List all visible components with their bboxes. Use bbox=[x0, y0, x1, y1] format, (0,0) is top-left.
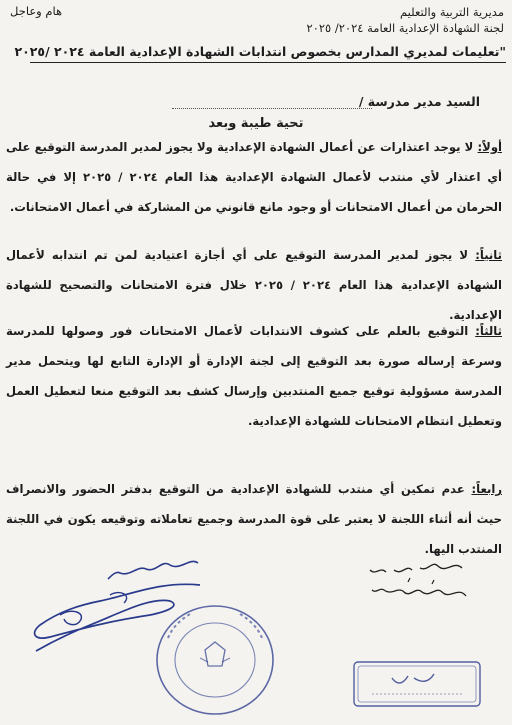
official-round-seal bbox=[150, 598, 280, 720]
paragraph-third bbox=[6, 316, 502, 436]
paragraph-label: أولاً: bbox=[477, 140, 502, 154]
greeting: تحية طيبة وبعد bbox=[208, 116, 304, 131]
name-stamp-frame bbox=[352, 660, 482, 708]
directorate-name: مديرية التربية والتعليم bbox=[400, 5, 504, 19]
document-title: "تعليمات لمديري المدارس بخصوص انتدابات الشهادة الإعدادية العامة ٢٠٢٤ /٢٠٢٥ bbox=[14, 44, 506, 59]
paragraph-label: ثالثاً: bbox=[475, 324, 502, 338]
paragraph-text: عدم تمكين أي منتدب للشهادة الإعدادية من التوقيع بدفتر الحضور والانصراف حيث أنه أثناء اللجنة لا يعتبر على قوة المدرسة وجميع تعاملاته وتوقيعه يكون في اللجنة المنتدب اليها. bbox=[6, 482, 502, 556]
paragraph-text: لا يوجد اعتذارات عن أعمال الشهادة الإعدادية ولا يجوز لمدير المدرسة التوقيع على أي اعتذار لأي منتدب لأعمال الشهادة الإعدادية هذا العام ٢٠٢٤ / ٢٠٢٥ إلا في حالة الحرمان من أعمال الامتحانات أو وجود مانع قانوني من المشاركة في أعمال الامتحانات. bbox=[6, 140, 502, 214]
addressee: السيد مدير مدرسة / bbox=[358, 94, 480, 109]
paragraph-first bbox=[6, 132, 502, 222]
name-stamp bbox=[352, 660, 482, 708]
urgency-label: هام وعاجل bbox=[10, 4, 63, 18]
paragraph-label: رابعاً: bbox=[471, 482, 502, 496]
paragraph-text: لا يجوز لمدير المدرسة التوقيع على أي أجازة اعتيادية لمن تم انتدابه لأعمال الشهادة الإعدادية هذا العام ٢٠٢٤ / ٢٠٢٥ خلال فترة الامتحانات والتصحيح للشهادة الإعدادية. bbox=[6, 248, 502, 322]
letterhead bbox=[307, 4, 504, 36]
addressee-blank-line bbox=[172, 108, 372, 109]
paragraph-text: التوقيع بالعلم على كشوف الانتدابات لأعمال الامتحانات فور وصولها للمدرسة وسرعة إرساله صورة بعد التوقيع إلى لجنة الإدارة أو الإدارة التابع لها ويتحمل مدير المدرسة مسؤولية توقيع جميع المنتدبين وإرسال كشف بعد التوقيع منعا لتعطيل العمل وتعطيل انتظام الامتحانات للشهادة الإعدادية. bbox=[6, 324, 502, 428]
paragraph-label: ثانياً: bbox=[475, 248, 502, 262]
paragraph-fourth bbox=[6, 474, 502, 564]
committee-head-signature bbox=[362, 556, 472, 606]
committee-name: لجنة الشهادة الإعدادية العامة ٢٠٢٤/ ٢٠٢٥ bbox=[306, 21, 504, 35]
title-underline bbox=[30, 62, 506, 63]
